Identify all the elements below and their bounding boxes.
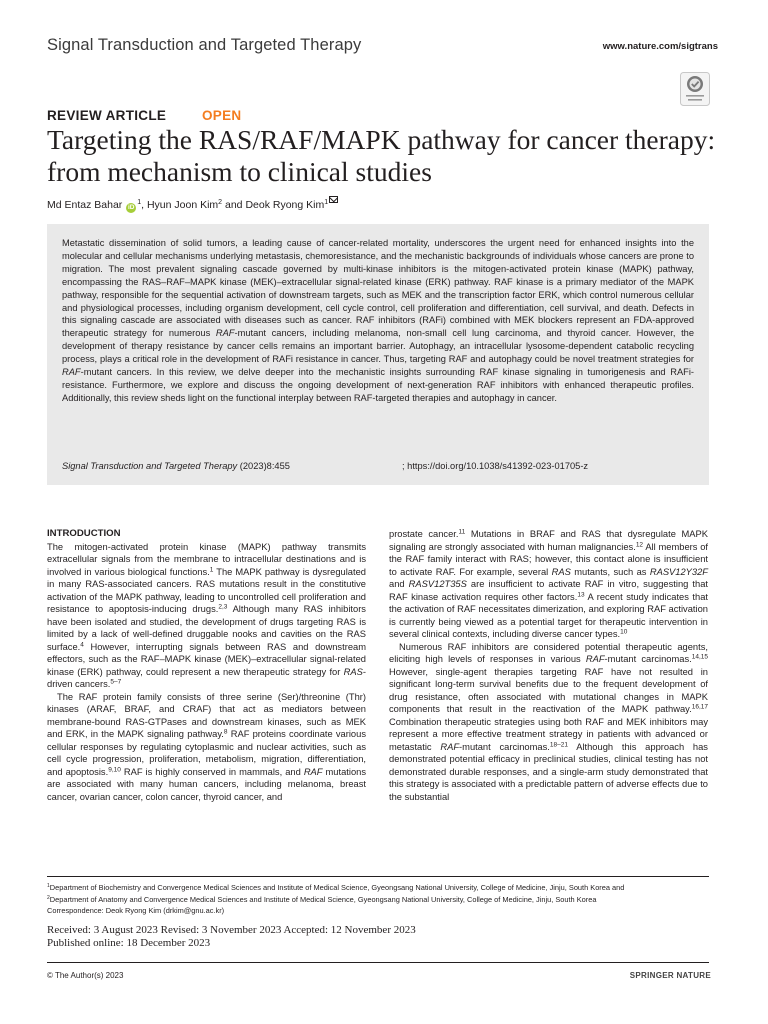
article-title: Targeting the RAS/RAF/MAPK pathway for cancer therapy: from mechanism to clinical studies [47,124,716,187]
article-type-label: REVIEW ARTICLE [47,108,167,123]
ref-sup[interactable]: 18–21 [549,741,568,748]
author-list: Md Entaz Bahar $iD^1$, Hyun Joon Kim$^2$ and Deok Ryong Kim$^1$ [47,196,338,213]
received-revised-accepted: Received: 3 August 2023 Revised: 3 November 2023 Accepted: 12 November 2023 [47,924,416,936]
affiliation-1: $^1$Department of Biochemistry and Convergence Medical Sciences and Institute of Medical Science, Gyeongsang National University, College of Medicine, Jinju, South Korea and [47,883,625,892]
ref-sup[interactable]: 12 [635,541,644,548]
ref-sup[interactable]: 13 [577,591,585,598]
published-online: Published online: 18 December 2023 [47,937,211,949]
ref-sup[interactable]: 2,3 [218,603,228,611]
check-for-updates-icon [680,72,710,106]
author-name[interactable]: Hyun Joon Kim [146,199,219,211]
affiliation-sup: 2 [218,199,223,206]
affiliation-sup: 1 [137,199,142,206]
ref-sup[interactable]: 4 [80,641,84,648]
affiliation-sup: 1 [324,199,329,206]
copyright-divider [47,962,709,963]
ref-sup[interactable]: 5–7 [110,678,122,686]
paragraph: The RAF protein family consists of three serine (Ser)/threonine (Thr) kinases (ARAF, BRAF, and CRAF) that act as mediators between membrane-bound RAS-GTPases and downstream kinases, such as MEK and ERK, in the MAPK signaling pathway.$^8$ RAF proteins coordinate various cellular responses by regulating cytoplasmic and nuclear activities, such as cell cycle progression, proliferation, metabolism, migration, differentiation, and apoptosis.$^{9,10}$ RAF is highly conserved in mammals, and RAF mutations are associated with many human cancers, including melanoma, breast cancer, ovarian cancer, colon cancer, thyroid cancer, and [47,691,367,802]
email-icon[interactable] [329,196,338,203]
article-dates [47,924,416,950]
body-column-left [47,528,366,803]
paragraph: prostate cancer.$^{11}$ Mutations in BRAF and RAS that dysregulate MAPK signaling are strongly associated with human malignancies.$^{12}$ All members of the RAF family interact with RAS; however, this contact alone is insufficient to activate RAF. For example, several RAS mutants, such as RASV12Y32F and RASV12T35S are insufficient to activate RAF in vitro, suggesting that RAF kinase activation requires other factors.$^{13}$ A recent study indicates that the activation of RAF necessitates dimerization, and exploring RAF activation is currently being viewed as a potential target for therapeutic intervention in several clinical contexts, including diverse cancer types.$^{10}$ [389,528,709,639]
open-access-label: OPEN [202,108,242,123]
ref-sup[interactable]: 8 [223,728,228,736]
ref-sup[interactable]: 14,15 [691,653,708,661]
journal-name: Signal Transduction and Targeted Therapy [47,36,362,54]
ref-sup[interactable]: 10 [620,628,628,636]
correspondence[interactable]: Correspondence: Deok Ryong Kim (drkim@gnu.ac.kr) [47,906,225,915]
paragraph: Numerous RAF inhibitors are considered potential therapeutic agents, eliciting high levels of responses in various RAF-mutant carcinomas.$^{14,15}$ However, single-agent therapies targeting RAF have not resulted in significant long-term survival benefits due to the frequent development of drug resistance, often associated with mutational changes in MAPK components that result in the reactivation of the MAPK pathway.$^{16,17}$ Combination therapeutic strategies using both RAF and MEK inhibitors may represent a more effective treatment strategy in patients with advanced or metastatic RAF-mutant carcinomas.$^{18-21}$ Although this approach has demonstrated potential efficacy in preclinical studies, clinical testing has not demonstrated durable responses, and a single-arm study demonstrated that this strategy is associated with a predictable pattern of adverse effects due to the substantial [389,641,708,802]
author-name[interactable]: Md Entaz Bahar [47,199,123,211]
ref-sup[interactable]: 1 [209,566,214,573]
publisher-logo: SPRINGER NATURE [629,971,711,980]
journal-url-link[interactable]: www.nature.com/sigtrans [602,41,718,52]
paragraph: The mitogen-activated protein kinase (MAPK) pathway transmits extracellular signals from the membrane to intracellular destinations and is involved in various biological functions.$^1$ The MAPK pathway is dysregulated in many RAS-associated cancers. RAS mutations result in the constitutive activation of the MAPK pathway, leading to uncontrolled cell proliferation and resistance to apoptosis-inducing drugs.$^{2,3}$ Although many RAS inhibitors have been isolated and studied, the development of drugs targeting RAS is limited by a lack of well-defined druggable nooks and cavities on the RAS surface.$^4$ However, interrupting signals between RAS and downstream effectors, such as the RAF–MAPK kinase (MEK)–extracellular signal-related kinase (ERK) pathway, could represent a new therapeutic strategy for RAS-driven cancers.$^{5-7}$ [47,541,366,689]
ref-sup[interactable]: 9,10 [108,766,121,773]
section-heading: INTRODUCTION [47,528,121,539]
ref-sup[interactable]: 11 [458,528,466,536]
abstract-text: Metastatic dissemination of solid tumors, a leading cause of cancer-related mortality, underscores the urgent need for enhanced insights into the molecular and cellular mechanisms underlying metastasis, chemoresistance, and the mechanistic backgrounds of individuals whose cancers are prone to migration. The most prevalent signaling cascade governed by multi-kinase inhibitors is the mitogen-activated protein kinase (MAPK) pathway, encompassing the RAS–RAF–MAPK kinase (MEK)–extracellular signal-related kinase (ERK) pathway. RAF kinase is a primary mediator of the MAPK pathway, responsible for the sequential activation of downstream targets, such as MEK and the transcription factor ERK, which control numerous cellular and physiological processes, including organism development, cell cycle control, cell proliferation and differentiation, cell survival, and death. Defects in this signaling cascade are associated with diseases such as cancer. RAF inhibitors (RAFi) combined with MEK blockers represent an FDA-approved therapeutic strategy for numerous RAF-mutant cancers, including melanoma, non-small cell lung carcinoma, and thyroid cancer. However, the development of therapy resistance by cancer cells remains an important barrier. Autophagy, an intracellular lysosome-dependent catabolic recycling process, plays a critical role in the development of RAFi resistance in cancer. Thus, targeting RAF and autophagy could be novel treatment strategies for RAF-mutant cancers. In this review, we delve deeper into the mechanistic insights surrounding RAF kinase signaling in tumorigenesis and RAFi-resistance. Furthermore, we explore and discuss the ongoing development of next-generation RAF inhibitors with enhanced therapeutic profiles. Additionally, this review sheds light on the functional interplay between RAF-targeted therapies and autophagy in cancer. [62,238,695,403]
body-column-right [389,528,708,803]
copyright: © The Author(s) 2023 [47,971,124,980]
check-for-updates-badge[interactable] [680,72,710,106]
author-name[interactable]: Deok Ryong Kim [245,199,325,211]
affiliations [47,882,727,917]
doi-link[interactable]: ; https://doi.org/10.1038/s41392-023-01705-z [402,461,589,471]
footer-divider [47,876,709,877]
affiliation-2: $^2$Department of Anatomy and Convergence Medical Sciences and Institute of Medical Science, Gyeongsang National University, College of Medicine, Jinju, South Korea [47,894,597,904]
citation: Signal Transduction and Targeted Therapy (2023)8:455 [62,461,290,471]
ref-sup[interactable]: 16,17 [691,703,708,711]
orcid-icon[interactable]: iD [127,204,135,211]
